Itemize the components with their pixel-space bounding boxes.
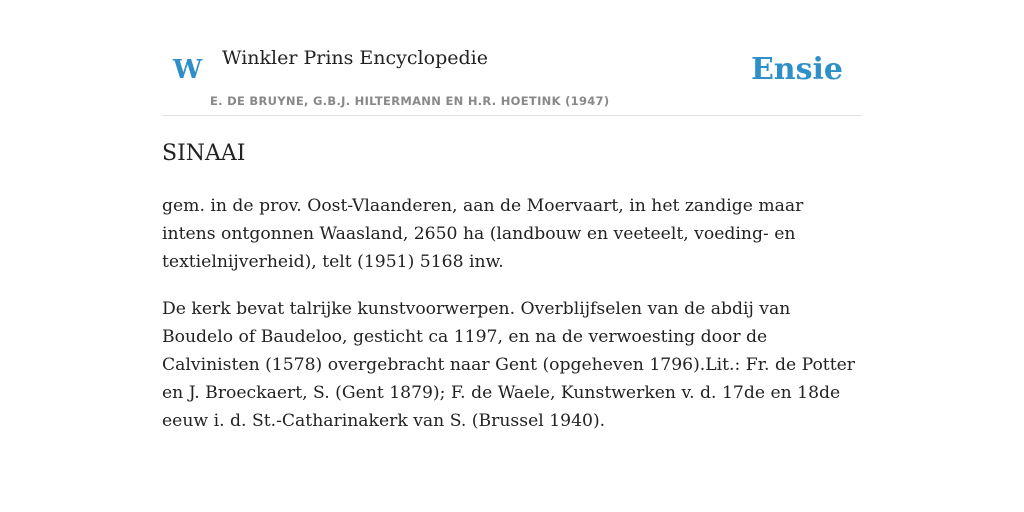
book-authors: E. DE BRUYNE, G.B.J. HILTERMANN EN H.R. HOETINK (1947) xyxy=(210,94,610,108)
article-paragraph: gem. in de prov. Oost-Vlaanderen, aan de Moervaart, in het zandige maar intens ontgonnen Waasland, 2650 ha (landbouw en veeteelt, voeding- en textielnijverheid), telt (1951) 5168 inw. xyxy=(162,196,804,272)
article-title: SINAAI xyxy=(162,141,246,166)
book-title-link[interactable]: Winkler Prins Encyclopedie xyxy=(222,47,488,69)
article-container xyxy=(162,0,862,431)
ensie-brand-link[interactable]: Ensie xyxy=(750,52,843,87)
article-body xyxy=(162,192,862,454)
book-logo[interactable]: W xyxy=(173,55,203,85)
book-header xyxy=(162,0,862,116)
article-paragraph: De kerk bevat talrijke kunstvoorwerpen. Overblijfselen van de abdij van Boudelo of Baudeloo, gesticht ca 1197, en na de verwoesting door de Calvinisten (1578) overgebracht naar Gent (opgeheven 1796).Lit.: Fr. de Potter en J. Broeckaert, S. (Gent 1879); F. de Waele, Kunstwerken v. d. 17de en 18de eeuw i. d. St.-Catharinakerk van S. (Brussel 1940). xyxy=(162,299,856,431)
